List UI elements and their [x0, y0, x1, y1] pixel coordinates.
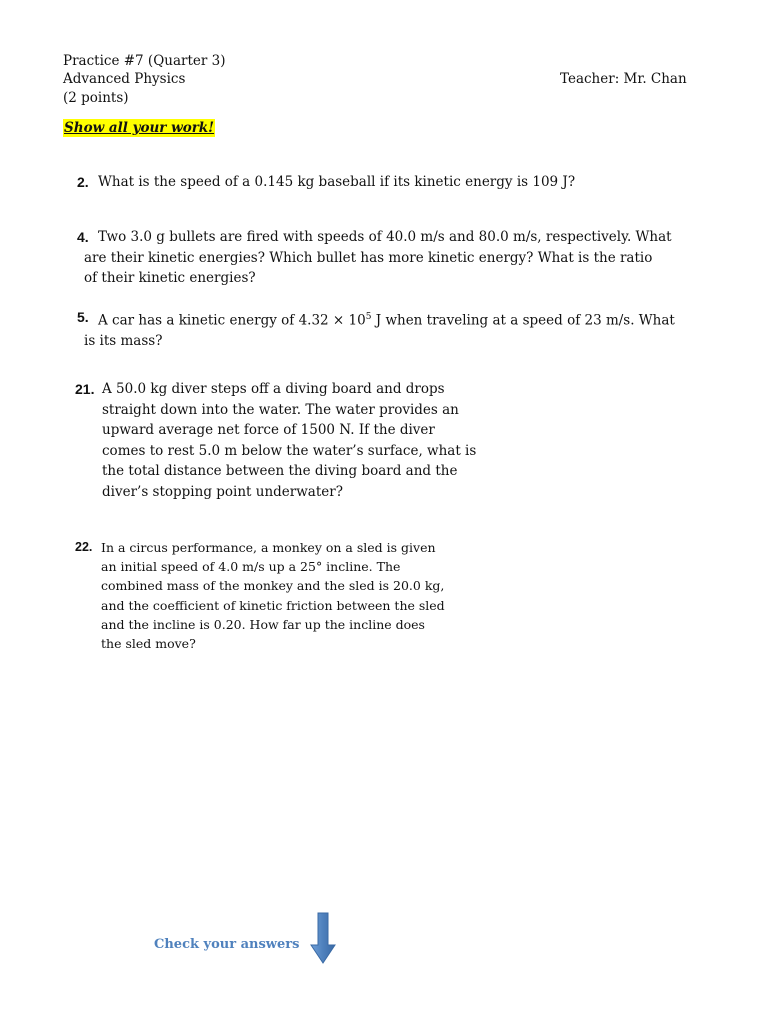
arrow-down-icon[interactable] — [310, 912, 336, 968]
question-21 — [75, 379, 476, 502]
exponent: 5 — [365, 312, 372, 322]
question-number: 21. — [75, 381, 95, 397]
question-line: are their kinetic energies? Which bullet has more kinetic energy? What is the ratio — [84, 249, 653, 266]
header-practice: Practice #7 (Quarter 3) — [63, 53, 226, 69]
question-line: upward average net force of 1500 N. If the diver — [102, 422, 435, 438]
question-line: In a circus performance, a monkey on a sled is given — [101, 540, 436, 555]
question-line: diver’s stopping point underwater? — [102, 483, 343, 500]
question-line: Two 3.0 g bullets are fired with speeds of 40.0 m/s and 80.0 m/s, respectively. What — [98, 229, 672, 245]
question-4 — [77, 227, 672, 289]
question-number: 5. — [77, 309, 89, 325]
question-line: the sled move? — [101, 636, 196, 652]
question-line — [98, 307, 675, 331]
header-points: (2 points) — [63, 90, 129, 106]
check-answers-link[interactable]: Check your answers — [154, 937, 300, 952]
question-number: 4. — [77, 229, 89, 245]
question-text: J when traveling at a speed of 23 m/s. What — [371, 312, 675, 329]
instruction-banner: Show all your work! — [64, 120, 215, 136]
question-line: comes to rest 5.0 m below the water’s surface, what is — [102, 442, 477, 459]
question-line: What is the speed of a 0.145 kg baseball if its kinetic energy is 109 J? — [98, 174, 576, 190]
question-line: A 50.0 kg diver steps off a diving board and drops — [102, 381, 445, 397]
question-2 — [77, 172, 575, 193]
question-number: 22. — [75, 540, 93, 554]
question-line: an initial speed of 4.0 m/s up a 25° incline. The — [101, 559, 401, 575]
header-teacher: Teacher: Mr. Chan — [560, 71, 687, 87]
question-text: A car has a kinetic energy of 4.32 × 10 — [98, 312, 366, 329]
question-line: the total distance between the diving board and the — [102, 463, 458, 479]
question-number: 2. — [77, 174, 89, 190]
question-line: of their kinetic energies? — [84, 270, 256, 286]
question-5 — [77, 307, 675, 352]
question-line: is its mass? — [84, 333, 163, 349]
header-course: Advanced Physics — [63, 71, 186, 87]
question-22 — [75, 538, 445, 653]
question-line: and the incline is 0.20. How far up the incline does — [101, 616, 425, 632]
question-line: and the coefficient of kinetic friction between the sled — [101, 597, 445, 613]
question-line: straight down into the water. The water provides an — [102, 401, 459, 418]
question-line: combined mass of the monkey and the sled is 20.0 kg, — [101, 578, 445, 594]
